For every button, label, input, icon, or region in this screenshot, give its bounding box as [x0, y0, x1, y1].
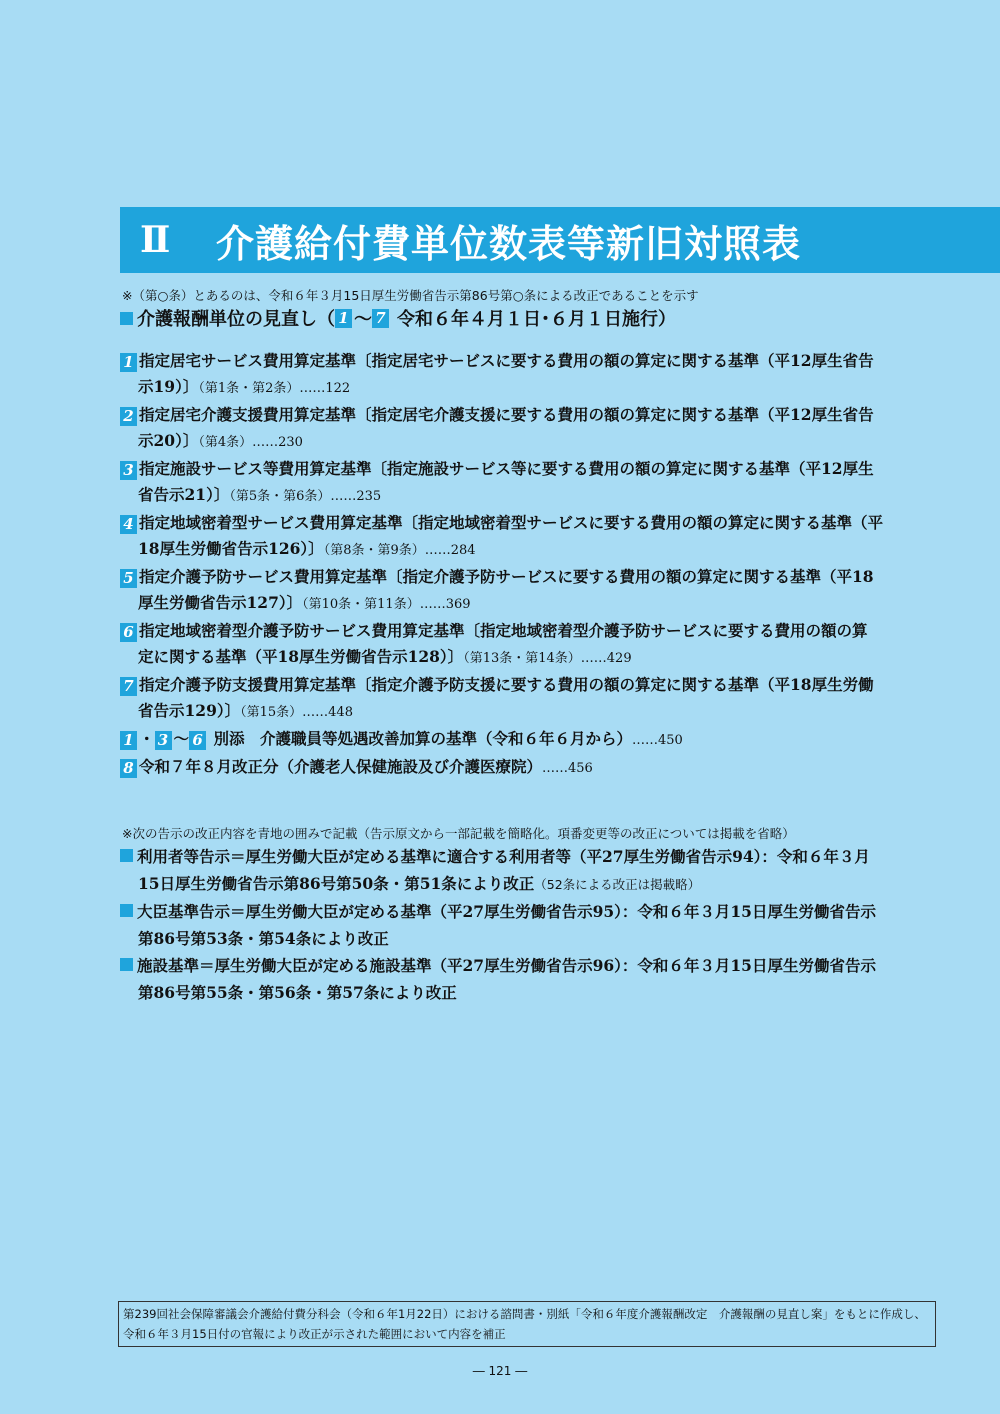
list-item-8 — [120, 754, 932, 782]
item-rest: （第15条）……448 — [240, 705, 353, 720]
item-badge: 7 — [120, 677, 137, 696]
section-heading — [120, 305, 676, 331]
item-badge: 8 — [120, 759, 137, 778]
extra-rest: ……450 — [631, 733, 683, 748]
square-bullet-icon — [120, 849, 133, 862]
title-numeral: Ⅱ — [140, 219, 171, 261]
list-item — [120, 510, 932, 564]
square-bullet-icon — [120, 312, 133, 325]
list-item-extra — [120, 726, 932, 754]
item-badge: 1 — [120, 731, 137, 750]
footer-line2: 令和６年３月15日付の官報により改正が示された範囲において内容を補正 — [123, 1327, 506, 1341]
item-rest: （第10条・第11条）……369 — [302, 597, 471, 612]
note-secondary: ※次の告示の改正内容を青地の囲みで記載（告示原文から一部記載を簡略化。項番変更等の改正については掲載を省略） — [122, 826, 795, 841]
notice-item — [120, 898, 932, 952]
list-item — [120, 348, 932, 402]
item-rest: （第4条）……230 — [198, 435, 303, 450]
item-line1: 指定介護予防サービス費用算定基準〔指定介護予防サービスに要する費用の額の算定に関する基準（平18 — [139, 567, 874, 586]
list-item — [120, 672, 932, 726]
page-number: ― 121 ― — [472, 1364, 528, 1378]
item-line2: 厚生労働省告示127）〕 — [138, 593, 303, 612]
item-line2: 示19）〕 — [138, 377, 199, 396]
item-rest: （第1条・第2条）……122 — [198, 381, 351, 396]
extra-dot: ・ — [139, 729, 155, 748]
notice-small: （52条による改正は掲載略） — [534, 877, 701, 892]
section-heading-prefix: 介護報酬単位の見直し（ — [137, 309, 335, 330]
notice-line1: 大臣基準告示＝厚生労働大臣が定める基準（平27厚生労働省告示95）：令和６年３月15日厚生労働省告示 — [137, 902, 876, 921]
item-badge: 6 — [189, 731, 206, 750]
section-heading-tilde: 〜 — [354, 309, 372, 330]
item-rest: （第5条・第6条）……235 — [229, 489, 382, 504]
item-badge: 2 — [120, 407, 137, 426]
note-top: ※（第○条）とあるのは、令和６年３月15日厚生労働省告示第86号第○条による改正であることを示す — [122, 288, 699, 303]
item8-text: 令和７年８月改正分（介護老人保健施設及び介護医療院） — [139, 757, 543, 776]
square-bullet-icon — [120, 904, 133, 917]
section-heading-suffix: 令和６年４月１日･６月１日施行） — [397, 309, 676, 330]
item-line1: 指定地域密着型介護予防サービス費用算定基準〔指定地域密着型介護予防サービスに要する費用の額の算 — [139, 621, 868, 640]
item-rest: （第8条・第9条）……284 — [323, 543, 476, 558]
extra-text: 別添 介護職員等処遇改善加算の基準（令和６年６月から） — [213, 729, 632, 748]
list-item — [120, 564, 932, 618]
item-badge: 6 — [120, 623, 137, 642]
list-item — [120, 456, 932, 510]
notice-line2: 第86号第55条・第56条・第57条により改正 — [138, 983, 457, 1002]
item-line1: 指定介護予防支援費用算定基準〔指定介護予防支援に要する費用の額の算定に関する基準（平18厚生労働 — [139, 675, 874, 694]
list-item — [120, 618, 932, 672]
item-badge: 4 — [120, 515, 137, 534]
page-title: 介護給付費単位数表等新旧対照表 — [216, 221, 802, 266]
item-line2: 省告示129）〕 — [138, 701, 241, 720]
extra-tilde: 〜 — [173, 729, 190, 748]
item-badge: 1 — [120, 353, 137, 372]
item-badge: 5 — [120, 569, 137, 588]
notice-item — [120, 843, 932, 898]
item-rest: （第13条・第14条）……429 — [463, 651, 632, 666]
item-line2: 18厚生労働省告示126）〕 — [138, 539, 324, 558]
item-line2: 省告示21）〕 — [138, 485, 230, 504]
square-bullet-icon — [120, 958, 133, 971]
item-badge: 3 — [120, 461, 137, 480]
item-line1: 指定施設サービス等費用算定基準〔指定施設サービス等に要する費用の額の算定に関する基準（平12厚生 — [139, 459, 874, 478]
item-badge: 3 — [155, 731, 172, 750]
badge-end: 7 — [372, 309, 389, 328]
item-line1: 指定居宅介護支援費用算定基準〔指定居宅介護支援に要する費用の額の算定に関する基準（平12厚生省告 — [139, 405, 874, 424]
item8-rest: ……456 — [542, 761, 593, 776]
notice-line2: 15日厚生労働省告示第86号第50条・第51条により改正 — [138, 874, 535, 893]
item-line2: 示20）〕 — [138, 431, 199, 450]
footer-note-box — [118, 1301, 936, 1347]
item-line1: 指定居宅サービス費用算定基準〔指定居宅サービスに要する費用の額の算定に関する基準（平12厚生省告 — [139, 351, 874, 370]
notice-line1: 利用者等告示＝厚生労働大臣が定める基準に適合する利用者等（平27厚生労働省告示94）：令和６年３月 — [137, 847, 870, 866]
list-item — [120, 402, 932, 456]
item-line1: 指定地域密着型サービス費用算定基準〔指定地域密着型サービスに要する費用の額の算定に関する基準（平 — [139, 513, 884, 532]
standards-list — [120, 348, 932, 782]
notices-list — [120, 843, 932, 1006]
badge-start: 1 — [335, 309, 352, 328]
title-bar — [120, 207, 1000, 273]
notice-line2: 第86号第53条・第54条により改正 — [138, 929, 389, 948]
notice-line1: 施設基準＝厚生労働大臣が定める施設基準（平27厚生労働省告示96）：令和６年３月15日厚生労働省告示 — [137, 956, 876, 975]
item-line2: 定に関する基準（平18厚生労働省告示128）〕 — [138, 647, 464, 666]
footer-line1: 第239回社会保障審議会介護給付費分科会（令和６年1月22日）における諮問書・別紙「令和６年度介護報酬改定 介護報酬の見直し案」をもとに作成し、 — [123, 1307, 926, 1321]
notice-item — [120, 952, 932, 1006]
